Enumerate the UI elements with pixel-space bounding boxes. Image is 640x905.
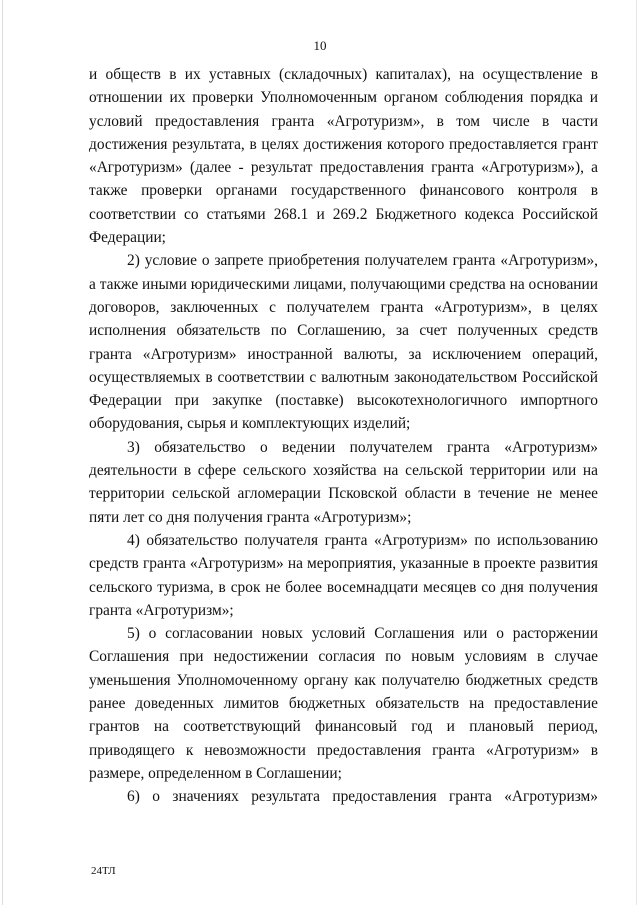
paragraph-item-4: 4) обязательство получателя гранта «Агротуризм» по использованию средств гранта «Агротуризм» на мероприятия, указанные в проекте развития сельского туризма, в срок не более восемнадцати месяцев со дня получения гранта «Агротуризм»; xyxy=(89,531,598,619)
paragraph-continuation: и обществ в их уставных (складочных) капиталах), на осуществление в отношении их проверки Уполномоченным органом соблюдения порядка и условий предоставления гранта «Агротуризм», в том числе в части достижения результата, в целях достижения которого предоставляется грант «Агротуризм» (далее - результат предоставления гранта «Агротуризм»), а также проверки органами государственного финансового контроля в соответствии со статьями 268.1 и 269.2 Бюджетного кодекса Российской Федерации; xyxy=(89,66,598,247)
scan-right-edge xyxy=(636,0,637,905)
paragraph-item-3: 3) обязательство о ведении получателем гранта «Агротуризм» деятельности в сфере сельского хозяйства на сельской территории или на территории сельской агломерации Псковской области в течение не менее пяти лет со дня получения гранта «Агротуризм»; xyxy=(89,438,598,526)
paragraph-item-5: 5) о согласовании новых условий Соглашения или о расторжении Соглашения при недостижении согласия по новым условиям в случае уменьшения Уполномоченному органу как получателю бюджетных средств ранее доведенных лимитов бюджетных обязательств на предоставление грантов на соответствующий финансовый год и плановый период, приводящего к невозможности предоставления гранта «Агротуризм» в размере, определенном в Соглашении; xyxy=(89,625,598,782)
page-number: 10 xyxy=(313,38,327,53)
paragraph-item-6: 6) о значениях результата предоставления гранта «Агротуризм» xyxy=(127,788,598,806)
scan-left-edge xyxy=(2,0,3,905)
document-body xyxy=(89,63,598,809)
paragraph-item-2: 2) условие о запрете приобретения получателем гранта «Агротуризм», а также иными юридическими лицами, получающими средства на основании договоров, заключенных с получателем гранта «Агротуризм», в целях исполнения обязательств по Соглашению, за счет полученных средств гранта «Агротуризм» иностранной валюты, за исключением операций, осуществляемых в соответствии с валютным законодательством Российской Федерации при закупке (поставке) высокотехнологичного импортного оборудования, сырья и комплектующих изделий; xyxy=(89,252,598,433)
footer-document-code: 24ТЛ xyxy=(91,865,116,877)
